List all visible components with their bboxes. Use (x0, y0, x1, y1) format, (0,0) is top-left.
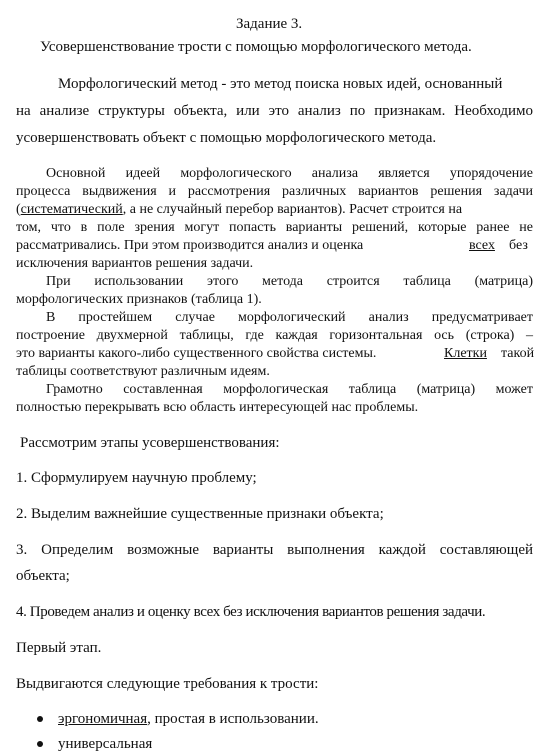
task-title: Задание 3. (236, 16, 303, 32)
body-line-8: морфологических признаков (таблица 1). (16, 292, 262, 307)
term-all-link[interactable]: всех (469, 238, 495, 253)
body-line-6: исключения вариантов решения задачи. (16, 256, 254, 271)
bullet-dot-2 (37, 741, 43, 747)
body-line-9: В простейшем случае морфологический анализ предусматривает (46, 310, 533, 325)
body-line-10: построение двухмерной таблицы, где каждая горизонтальная ось (строка) – (16, 328, 533, 343)
stages-heading: Рассмотрим этапы усовершенствования: (20, 435, 280, 451)
stage-3-line-2: объекта; (16, 568, 70, 584)
intro-line-2: на анализе структуры объекта, или это анализ по признакам. Необходимо (16, 103, 533, 119)
body-line-1: Основной идеей морфологического анализа является упорядочение (46, 166, 533, 181)
first-stage-label: Первый этап. (16, 640, 102, 656)
intro-line-3: усовершенствовать объект с помощью морфологического метода. (16, 130, 437, 146)
body-line-11: это варианты какого-либо существенного свойства системы. Клетки такой (16, 346, 535, 361)
term-ergonomic-link[interactable]: эргономичная (58, 711, 148, 727)
term-systematic-link[interactable]: систематический (20, 202, 123, 217)
body-line-7: При использовании этого метода строится таблица (матрица) (46, 274, 533, 289)
requirement-item-1: эргономичная, простая в использовании. (58, 711, 319, 727)
body-line-2: процесса выдвижения и рассмотрения различных вариантов решения задачи (16, 184, 533, 199)
bullet-dot-1 (37, 716, 43, 722)
task-subtitle: Усовершенствование трости с помощью морфологического метода. (40, 39, 472, 55)
requirements-intro: Выдвигаются следующие требования к трости: (16, 676, 319, 692)
term-cells-link[interactable]: Клетки (444, 346, 487, 361)
body-line-4: том, что в поле зрения могут попасть варианты решений, которые ранее не (16, 220, 533, 235)
intro-line-1: Морфологический метод - это метод поиска новых идей, основанный (58, 76, 503, 92)
body-line-3: (систематический, а не случайный перебор вариантов). Расчет строится на (16, 202, 463, 217)
body-line-14: полностью перекрывать всю область интересующей нас проблемы. (16, 400, 419, 415)
stage-4: 4. Проведем анализ и оценку всех без исключения вариантов решения задачи. (16, 604, 486, 620)
requirement-item-2: универсальная (58, 736, 153, 752)
body-line-5: рассматривались. При этом производится анализ и оценка всех без (16, 238, 528, 253)
stage-3-line-1: 3. Определим возможные варианты выполнения каждой составляющей (16, 542, 533, 558)
body-line-13: Грамотно составленная морфологическая таблица (матрица) может (46, 382, 533, 397)
stage-2: 2. Выделим важнейшие существенные признаки объекта; (16, 506, 384, 522)
body-line-12: таблицы соответствуют различным идеям. (16, 364, 270, 379)
stage-1: 1. Сформулируем научную проблему; (16, 470, 257, 486)
